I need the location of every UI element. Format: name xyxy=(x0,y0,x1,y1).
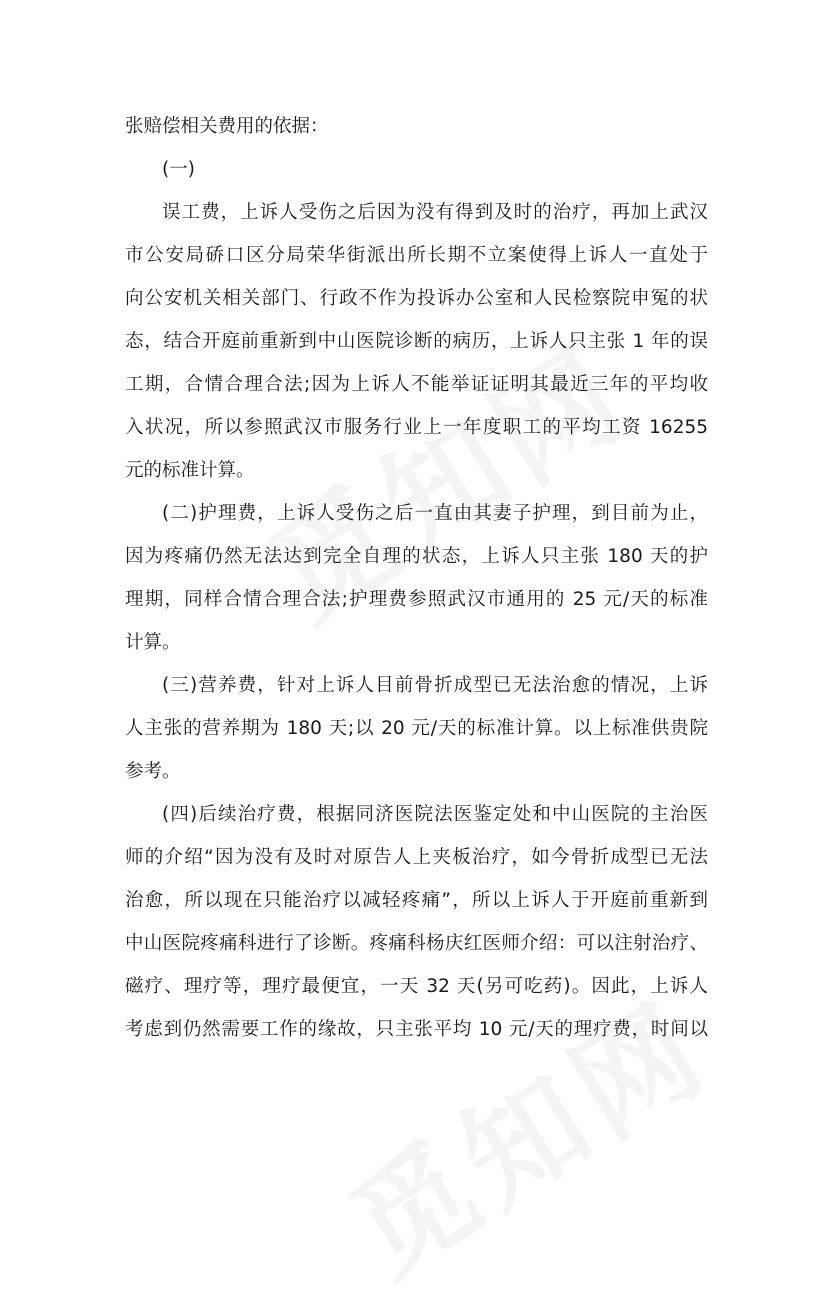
paragraph-line xyxy=(0,843,830,873)
paragraph-line xyxy=(0,413,830,443)
paragraph-line xyxy=(0,499,830,529)
section-heading: (一) xyxy=(162,159,195,180)
line-text: 计算。 xyxy=(125,632,181,653)
line-text: 中山医院疼痛科进行了诊断。疼痛科杨庆红医师介绍：可以注射治疗、 xyxy=(125,933,708,954)
paragraph-line xyxy=(0,757,830,787)
paragraph-line xyxy=(0,155,830,185)
paragraph-line xyxy=(0,370,830,400)
paragraph-line xyxy=(0,327,830,357)
line-text: 张赔偿相关费用的依据： xyxy=(125,116,329,137)
paragraph-line xyxy=(0,886,830,916)
paragraph-line xyxy=(0,929,830,959)
paragraph-line xyxy=(0,1015,830,1045)
line-text: 因为疼痛仍然无法达到完全自理的状态，上诉人只主张 180 天的护 xyxy=(125,546,708,567)
paragraph-line xyxy=(0,628,830,658)
line-text: 误工费，上诉人受伤之后因为没有得到及时的治疗，再加上武汉 xyxy=(162,202,708,223)
line-text: 入状况，所以参照武汉市服务行业上一年度职工的平均工资 16255 xyxy=(125,417,708,438)
paragraph-line xyxy=(0,714,830,744)
paragraph-line xyxy=(0,198,830,228)
line-text: 人主张的营养期为 180 天;以 20 元/天的标准计算。以上标准供贵院 xyxy=(125,718,708,739)
paragraph-line xyxy=(0,671,830,701)
paragraph-line xyxy=(0,284,830,314)
paragraph-line xyxy=(0,585,830,615)
paragraph-line xyxy=(0,456,830,486)
paragraph-line xyxy=(0,972,830,1002)
line-text: 向公安机关相关部门、行政不作为投诉办公室和人民检察院申冤的状 xyxy=(125,288,708,309)
line-text: (四)后续治疗费，根据同济医院法医鉴定处和中山医院的主治医 xyxy=(162,804,708,825)
line-text: 元的标准计算。 xyxy=(125,460,255,481)
paragraph-line xyxy=(0,542,830,572)
line-text: 理期，同样合情合理合法;护理费参照武汉市通用的 25 元/天的标准 xyxy=(125,589,708,610)
paragraph-line xyxy=(0,241,830,271)
line-text: 态，结合开庭前重新到中山医院诊断的病历，上诉人只主张 1 年的误 xyxy=(125,331,708,352)
line-text: 市公安局硚口区分局荣华街派出所长期不立案使得上诉人一直处于 xyxy=(125,245,708,266)
line-text: (三)营养费，针对上诉人目前骨折成型已无法治愈的情况，上诉 xyxy=(162,675,708,696)
line-text: 工期，合情合理合法;因为上诉人不能举证证明其最近三年的平均收 xyxy=(125,374,708,395)
line-text: (二)护理费，上诉人受伤之后一直由其妻子护理，到目前为止， xyxy=(162,503,708,524)
watermark xyxy=(314,955,736,1307)
line-text: 参考。 xyxy=(125,761,181,782)
paragraph-line xyxy=(0,112,830,142)
line-text: 治愈，所以现在只能治疗以减轻疼痛”，所以上诉人于开庭前重新到 xyxy=(125,890,708,911)
line-text: 磁疗、理疗等，理疗最便宜，一天 32 天(另可吃药)。因此，上诉人 xyxy=(125,976,708,997)
paragraph-line xyxy=(0,800,830,830)
line-text: 师的介绍“因为没有及时对原告人上夹板治疗，如今骨折成型已无法 xyxy=(125,847,708,868)
line-text: 考虑到仍然需要工作的缘故，只主张平均 10 元/天的理疗费，时间以 xyxy=(125,1019,708,1040)
